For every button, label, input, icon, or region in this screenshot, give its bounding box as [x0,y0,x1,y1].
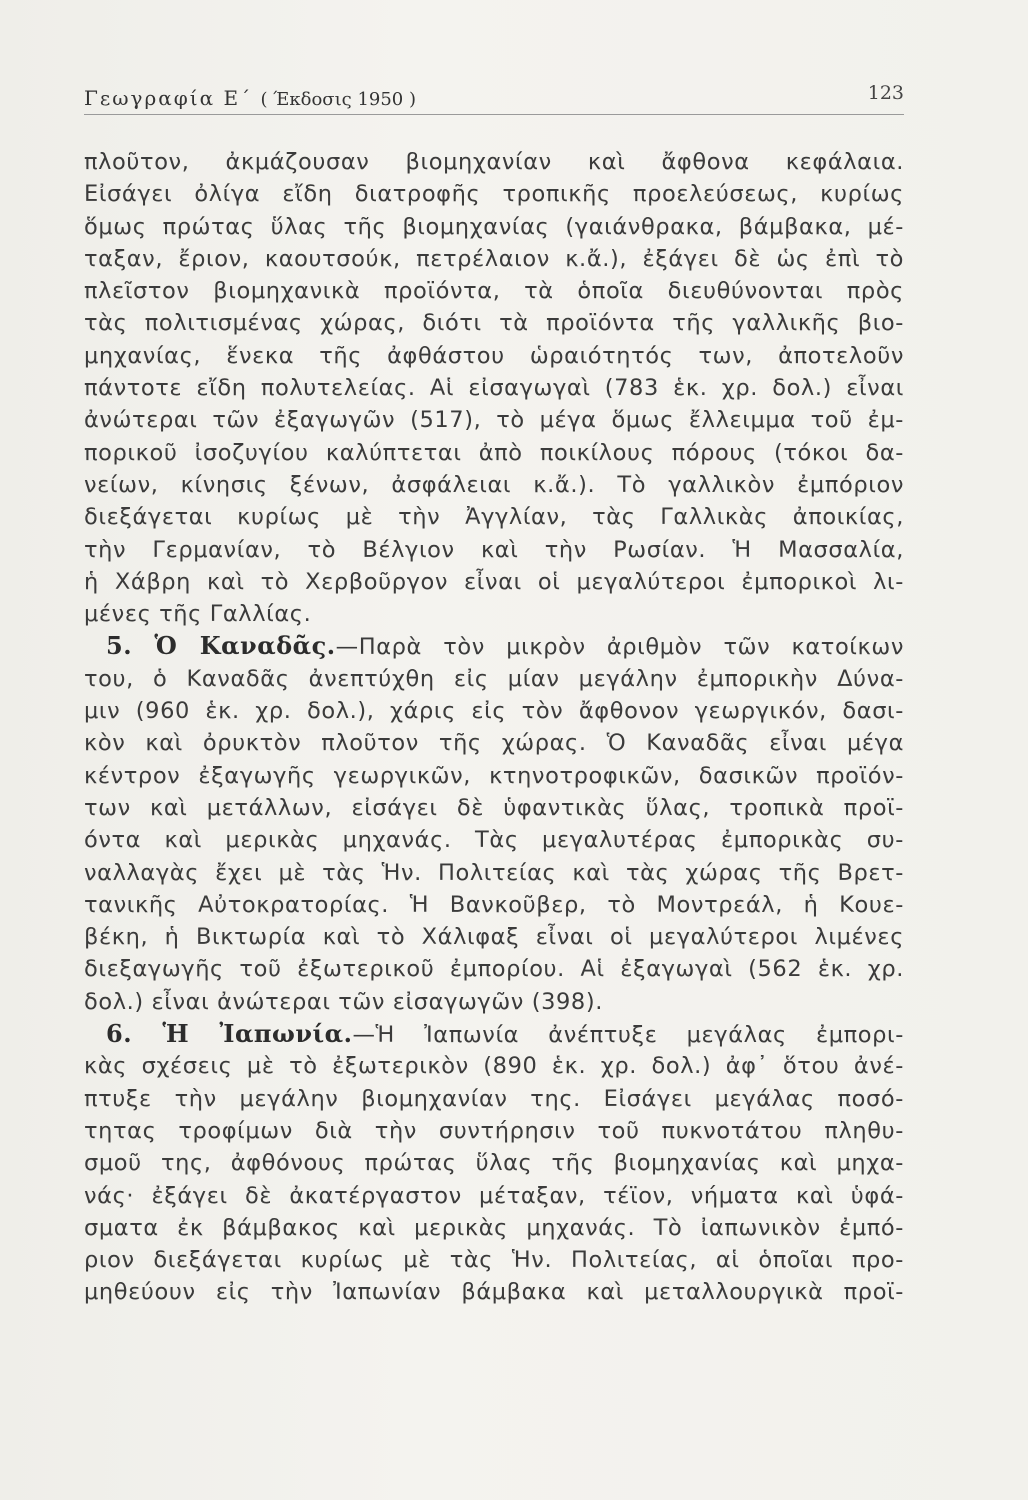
text-line: Εἰσάγει ὀλίγα εἴδη διατροφῆς τροπικῆς προελεύσεως, κυρίως [84,181,904,208]
text-line: μιν (960 ἑκ. χρ. δολ.), χάρις εἰς τὸν ἄφθονον γεωργικόν, δασι- [84,698,904,725]
section-6-intro: —Ἡ Ἰαπωνία ἀνέπτυξε μεγάλας ἐμπορι- [352,1022,904,1049]
text-line: διεξαγωγῆς τοῦ ἐξωτερικοῦ ἐμπορίου. Αἱ ἐξαγωγαὶ (562 ἑκ. χρ. [84,956,904,983]
text-line: δολ.) εἶναι ἀνώτεραι τῶν εἰσαγωγῶν (398). [84,988,603,1015]
section-5-first-line [84,630,904,662]
text-line: πλεῖστον βιομηχανικὰ προϊόντα, τὰ ὁποῖα διευθύνονται πρὸς [84,278,904,305]
text-line: κὰς σχέσεις μὲ τὸ ἐξωτερικὸν (890 ἑκ. χρ. δολ.) ἀφ᾽ ὅτου ἀνέ- [84,1053,904,1080]
text-line: ὅμως πρώτας ὕλας τῆς βιομηχανίας (γαιάνθρακα, βάμβακα, μέ- [84,213,904,240]
text-line: ἀνώτεραι τῶν ἐξαγωγῶν (517), τὸ μέγα ὅμως ἔλλειμμα τοῦ ἐμ- [84,407,904,434]
body-text [84,146,904,1309]
running-header [84,82,904,126]
edition-note: ( Έκδοσις 1950 ) [260,89,417,110]
section-5-intro: —Παρὰ τὸν μικρὸν ἀριθμὸν τῶν κατοίκων [335,634,904,661]
section-5-heading: 5. Ὁ Καναδᾶς. [106,631,336,661]
text-line: πτυξε τὴν μεγάλην βιομηχανίαν της. Εἰσάγει μεγάλας ποσό- [84,1085,904,1112]
text-line: πορικοῦ ἰσοζυγίου καλύπτεται ἀπὸ ποικίλους πόρους (τόκοι δα- [84,439,904,466]
text-line: μηθεύουν εἰς τὴν Ἰαπωνίαν βάμβακα καὶ μεταλλουργικὰ προϊ- [84,1279,904,1306]
text-line: τητας τροφίμων διὰ τὴν συντήρησιν τοῦ πυκνοτάτου πληθυ- [84,1117,904,1144]
text-line: μηχανίας, ἕνεκα τῆς ἀφθάστου ὡραιότητός των, ἀποτελοῦν [84,342,904,369]
text-line: σματα ἐκ βάμβακος καὶ μερικὰς μηχανάς. Τὸ ἰαπωνικὸν ἐμπό- [84,1214,904,1241]
section-6-first-line [84,1018,904,1050]
text-line: μένες τῆς Γαλλίας. [84,601,312,628]
text-line: των καὶ μετάλλων, εἰσάγει δὲ ὑφαντικὰς ὕλας, τροπικὰ προϊ- [84,794,904,821]
book-title: Γεωγραφία Ε΄ [84,86,253,110]
text-line: ταξαν, ἔριον, καουτσούκ, πετρέλαιον κ.ἄ.), ἐξάγει δὲ ὡς ἐπὶ τὸ [84,245,904,272]
text-line: κὸν καὶ ὀρυκτὸν πλοῦτον τῆς χώρας. Ὁ Καναδᾶς εἶναι μέγα [84,730,904,757]
text-line: κέντρον ἐξαγωγῆς γεωργικῶν, κτηνοτροφικῶν, δασικῶν προϊόν- [84,762,904,789]
text-line: ναλλαγὰς ἔχει μὲ τὰς Ἡν. Πολιτείας καὶ τὰς χώρας τῆς Βρετ- [84,859,904,886]
page-number: 123 [867,82,904,104]
text-line: του, ὁ Καναδᾶς ἀνεπτύχθη εἰς μίαν μεγάλην ἐμπορικὴν Δύνα- [84,665,904,692]
text-line: νάς· ἐξάγει δὲ ἀκατέργαστον μέταξαν, τέϊον, νήματα καὶ ὑφά- [84,1182,904,1209]
running-title [84,86,416,110]
text-line: τὴν Γερμανίαν, τὸ Βέλγιον καὶ τὴν Ρωσίαν. Ἡ Μασσαλία, [84,536,904,563]
text-line: βέκη, ἡ Βικτωρία καὶ τὸ Χάλιφαξ εἶναι οἱ μεγαλύτεροι λιμένες [84,924,904,951]
text-line: όντα καὶ μερικὰς μηχανάς. Τὰς μεγαλυτέρας ἐμπορικὰς συ- [84,827,904,854]
text-line: πλοῦτον, ἀκμάζουσαν βιομηχανίαν καὶ ἄφθονα κεφάλαια. [84,149,904,175]
text-line: ἡ Χάβρη καὶ τὸ Χερβοῦργον εἶναι οἱ μεγαλύτεροι ἐμπορικοὶ λι- [84,568,904,595]
text-line: νείων, κίνησις ξένων, ἀσφάλειαι κ.ἄ.). Τὸ γαλλικὸν ἐμπόριον [84,471,904,498]
text-line: σμοῦ της, ἀφθόνους πρώτας ὕλας τῆς βιομηχανίας καὶ μηχα- [84,1150,904,1177]
text-line: πάντοτε εἴδη πολυτελείας. Αἱ εἰσαγωγαὶ (783 ἑκ. χρ. δολ.) εἶναι [84,375,904,402]
text-line: διεξάγεται κυρίως μὲ τὴν Ἀγγλίαν, τὰς Γαλλικὰς ἀποικίας, [84,504,904,531]
text-line: ριον διεξάγεται κυρίως μὲ τὰς Ἡν. Πολιτείας, αἱ ὁποῖαι προ- [84,1247,904,1274]
header-rule [84,114,904,115]
text-line: τὰς πολιτισμένας χώρας, διότι τὰ προϊόντα τῆς γαλλικῆς βιο- [84,310,904,337]
text-line: τανικῆς Αὐτοκρατορίας. Ἡ Βανκοῦβερ, τὸ Μοντρεάλ, ἡ Κουε- [84,891,904,918]
section-6-heading: 6. Ἡ Ἰαπωνία. [106,1019,353,1049]
